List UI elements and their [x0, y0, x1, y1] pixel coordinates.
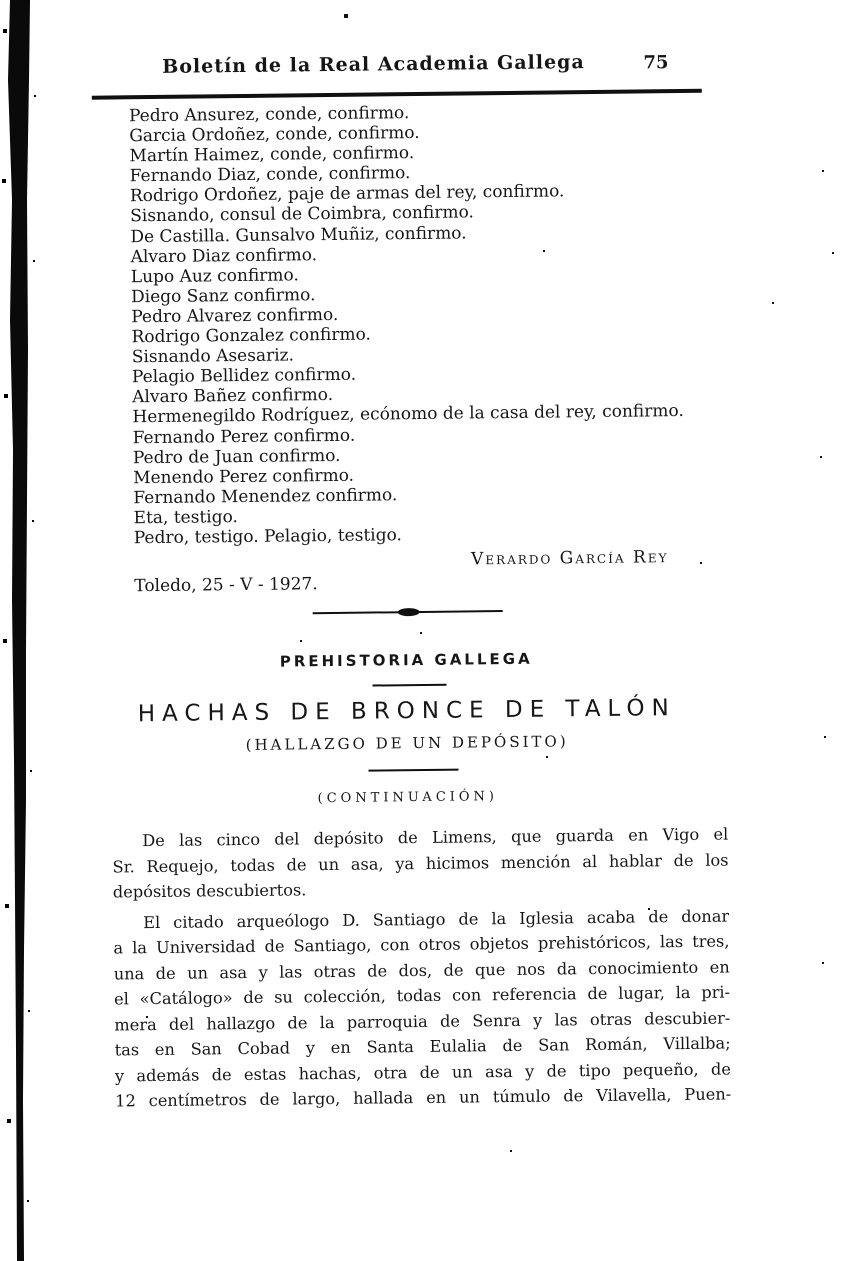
list-item: Sisnando, consul de Coimbra, confirmo.	[130, 202, 474, 227]
list-item: Sisnando Asesariz.	[131, 345, 295, 368]
dateline: Toledo, 25 - V - 1927.	[134, 574, 318, 597]
list-item: Eta, testigo.	[133, 506, 239, 529]
body-line: Sr. Requejo, todas de un asa, ya hicimos mención al hablar de los	[112, 850, 729, 877]
list-item: Rodrigo Gonzalez confirmo.	[131, 324, 372, 348]
body-line: El citado arqueólogo D. Santiago de la Iglesia acaba de donar	[143, 906, 730, 932]
list-item: Garcia Ordoñez, conde, confirmo.	[129, 123, 420, 147]
confirmation-list	[129, 99, 774, 548]
list-item: Pedro, testigo. Pelagio, testigo.	[133, 525, 403, 549]
scan-dust	[0, 0, 2, 2]
list-item: De Castilla. Gunsalvo Muñiz, confirmo.	[130, 223, 467, 247]
list-item: Pedro Alvarez confirmo.	[131, 304, 339, 328]
body-line: a la Universidad de Santiago, con otros objetos prehistóricos, las tres,	[113, 931, 730, 958]
body-line: De las cinco del depósito de Limens, que guarda en Vigo el	[142, 824, 729, 851]
list-item: Fernando Perez confirmo.	[132, 425, 356, 448]
continuation-note: (CONTINUACIÓN)	[317, 789, 499, 807]
list-item: Alvaro Bañez confirmo.	[132, 385, 334, 408]
body-line: y además de estas hachas, otra de un asa y de tipo pequeño, de	[114, 1059, 731, 1085]
body-line: 12 centímetros de largo, hallada en un túmulo de Vilavella, Puen-	[115, 1084, 732, 1111]
page-number: 75	[643, 52, 669, 74]
body-line: mera del hallazgo de la parroquia de Senra y las otras descubier-	[114, 1008, 731, 1034]
list-item: Martín Haimez, conde, confirmo.	[129, 143, 415, 167]
body-line: tas en San Cobad y en Santa Eulalia de San Román, Villalba;	[114, 1033, 731, 1060]
kicker-rule	[373, 684, 447, 687]
body-line: una de un asa y las otras de dos, de que nos da conocimiento en	[113, 957, 730, 983]
body-line: el «Catálogo» de su colección, todas con referencia de lugar, la pri-	[113, 982, 731, 1009]
list-item: Rodrigo Ordoñez, paje de armas del rey, confirmo.	[129, 181, 565, 207]
article-subtitle: (HALLAZGO DE UN DEPÓSITO)	[245, 732, 569, 754]
section-kicker: PREHISTORIA GALLEGA	[279, 649, 533, 671]
section-divider-rule	[313, 610, 503, 614]
header-rule	[92, 89, 702, 100]
article-title: HACHAS DE BRONCE DE TALÓN	[137, 695, 676, 728]
article-body	[112, 822, 731, 1119]
list-item: Pedro Ansurez, conde, confirmo.	[128, 103, 410, 127]
list-item: Pedro de Juan confirmo.	[132, 445, 341, 468]
list-item: Diego Sanz confirmo.	[130, 285, 316, 308]
list-item: Fernando Menendez confirmo.	[133, 485, 398, 509]
list-item: Hermenegildo Rodríguez, ecónomo de la casa del rey, confirmo.	[132, 401, 684, 428]
subtitle-rule	[368, 769, 458, 772]
paragraph	[112, 822, 729, 905]
author-signature: Verardo García Rey	[470, 547, 669, 570]
body-line: depósitos descubiertos.	[112, 880, 307, 902]
list-item: Pelagio Bellidez confirmo.	[131, 364, 357, 388]
list-item: Fernando Diaz, conde, confirmo.	[129, 163, 411, 187]
list-item: Alvaro Diaz confirmo.	[130, 244, 318, 267]
paragraph	[113, 903, 731, 1114]
list-item: Menendo Perez confirmo.	[133, 465, 355, 488]
diamond-ornament-icon	[398, 608, 420, 616]
running-header-title: Boletín de la Real Academia Gallega	[162, 51, 585, 78]
list-item: Lupo Auz confirmo.	[130, 265, 299, 288]
